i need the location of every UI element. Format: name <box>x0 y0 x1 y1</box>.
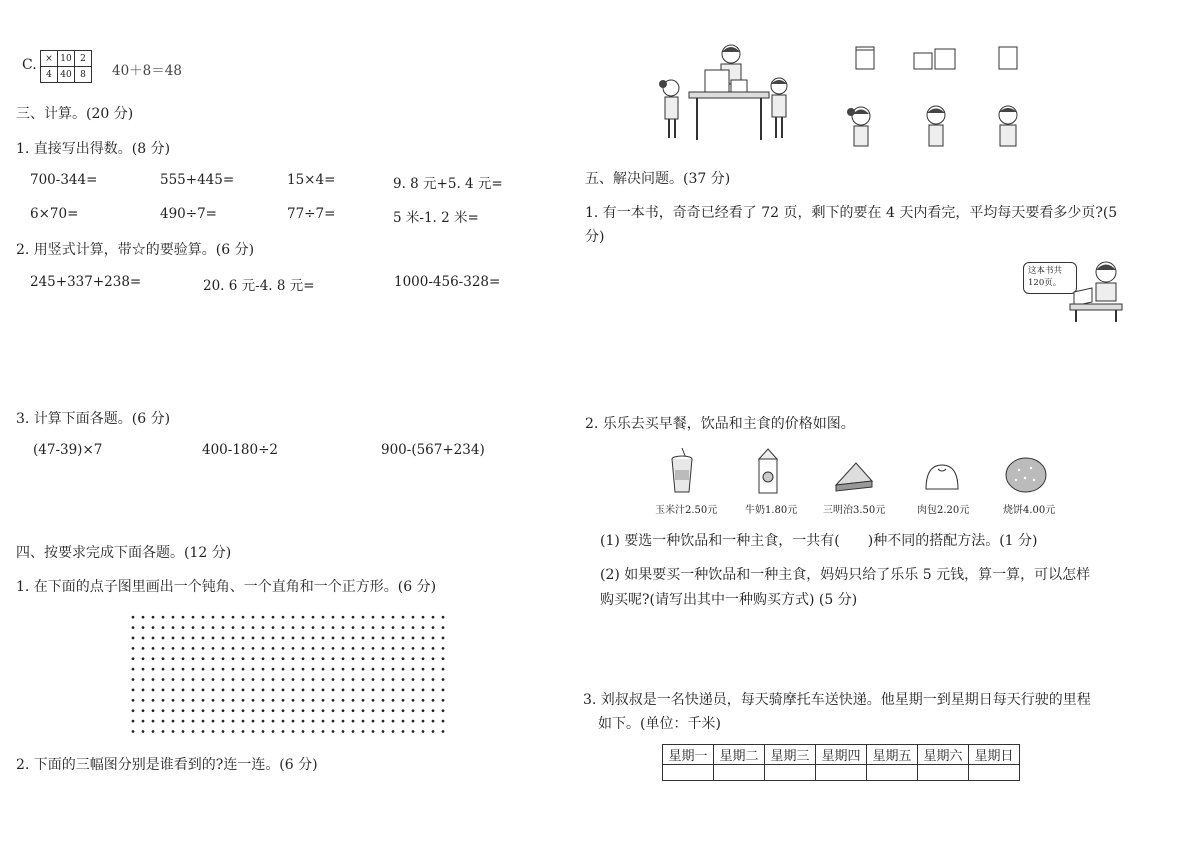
day-header: 星期三 <box>765 745 816 765</box>
calc-item: (47-39)×7 <box>33 442 103 458</box>
dot-grid[interactable] <box>128 612 446 737</box>
section-5-q2-sub2-line2: 购买呢?(请写出其中一种购买方式) (5 分) <box>600 592 858 608</box>
mental-math-item: 9. 8 元+5. 4 元= <box>393 176 503 192</box>
speech-bubble-line2: 120页。 <box>1028 278 1062 288</box>
mileage-cell <box>918 765 969 781</box>
day-header: 星期四 <box>816 745 867 765</box>
food-price-label: 肉包2.20元 <box>917 505 970 516</box>
section-3-title: 三、计算。(20 分) <box>16 106 134 122</box>
section-5-q3-line1: 3. 刘叔叔是一名快递员，每天骑摩托车送快递。他星期一到星期日每天行驶的里程 <box>583 692 1091 708</box>
reading-boy-illustration <box>1068 258 1130 324</box>
mental-math-item: 700-344= <box>30 172 98 188</box>
section-4-q2-text: 2. 下面的三幅图分别是谁看到的?连一连。(6 分) <box>16 757 318 773</box>
day-header: 星期五 <box>867 745 918 765</box>
mileage-cell <box>714 765 765 781</box>
section-3-q3-title: 3. 计算下面各题。(6 分) <box>16 411 171 427</box>
section-5-q2-sub1: (1) 要选一种饮品和一种主食，一共有( )种不同的搭配方法。(1 分) <box>600 533 1038 549</box>
section-4-title: 四、按要求完成下面各题。(12 分) <box>16 545 232 561</box>
mental-math-item: 490÷7= <box>160 206 217 222</box>
meat-bun-icon <box>924 461 960 493</box>
girl-avatar <box>846 104 876 148</box>
sandwich-icon <box>834 459 874 493</box>
mileage-cell <box>867 765 918 781</box>
grid-cell: 10 <box>58 51 75 67</box>
mental-math-item: 77÷7= <box>287 206 336 222</box>
vertical-calc-item: 245+337+238= <box>30 274 142 290</box>
section-5-q2-sub2-line1: (2) 如果要买一种饮品和一种主食，妈妈只给了乐乐 5 元钱，算一算，可以怎样 <box>600 567 1091 583</box>
section-4-q1-text: 1. 在下面的点子图里画出一个钝角、一个直角和一个正方形。(6 分) <box>16 579 437 595</box>
mileage-cell <box>969 765 1020 781</box>
day-header: 星期一 <box>663 745 714 765</box>
multiplication-grid <box>40 50 92 83</box>
section-5-q1-line2: 分) <box>585 229 605 245</box>
option-c-result: 40＋8＝48 <box>112 63 182 79</box>
view-drawing-2 <box>913 48 957 70</box>
teacher-avatar <box>993 102 1023 148</box>
option-c-label: C. <box>22 57 37 73</box>
day-header: 星期日 <box>969 745 1020 765</box>
section-5-title: 五、解决问题。(37 分) <box>585 171 731 187</box>
section-5-q3-line2: 如下。(单位：千米) <box>598 716 721 732</box>
view-drawing-3 <box>998 46 1018 70</box>
corn-juice-icon <box>668 446 696 494</box>
view-drawing-1 <box>855 46 875 70</box>
section-3-q1-title: 1. 直接写出得数。(8 分) <box>16 141 171 157</box>
sesame-cake-icon <box>1004 456 1048 494</box>
mental-math-item: 555+445= <box>160 172 235 188</box>
boy-avatar <box>921 102 951 148</box>
food-price-label: 玉米汁2.50元 <box>655 505 718 516</box>
grid-cell: 40 <box>58 67 75 83</box>
mileage-cell <box>765 765 816 781</box>
milk-carton-icon <box>754 447 782 495</box>
section-5-q1-line1: 1. 有一本书，奇奇已经看了 72 页，剩下的要在 4 天内看完，平均每天要看多少页?(5 <box>585 205 1118 221</box>
vertical-calc-item: 20. 6 元-4. 8 元= <box>203 278 315 294</box>
grid-cell: 4 <box>41 67 58 83</box>
mental-math-item: 6×70= <box>30 206 79 222</box>
mileage-table <box>662 744 1020 781</box>
grid-cell: × <box>41 51 58 67</box>
day-header: 星期六 <box>918 745 969 765</box>
mental-math-item: 15×4= <box>287 172 336 188</box>
food-price-label: 牛奶1.80元 <box>745 505 798 516</box>
day-header: 星期二 <box>714 745 765 765</box>
mileage-cell <box>663 765 714 781</box>
food-price-label: 三明治3.50元 <box>823 505 886 516</box>
mental-math-item: 5 米-1. 2 米= <box>393 210 479 226</box>
section-5-q2-title: 2. 乐乐去买早餐，饮品和主食的价格如图。 <box>585 416 855 432</box>
food-price-label: 烧饼4.00元 <box>1003 505 1056 516</box>
section-3-q2-title: 2. 用竖式计算，带☆的要验算。(6 分) <box>16 242 255 258</box>
table-scene-illustration <box>655 40 775 144</box>
calc-item: 400-180÷2 <box>202 442 278 458</box>
mileage-cell <box>816 765 867 781</box>
grid-cell: 2 <box>75 51 92 67</box>
vertical-calc-item: 1000-456-328= <box>394 274 501 290</box>
speech-bubble-line1: 这本书共 <box>1028 266 1063 276</box>
calc-item: 900-(567+234) <box>381 442 485 458</box>
grid-cell: 8 <box>75 67 92 83</box>
